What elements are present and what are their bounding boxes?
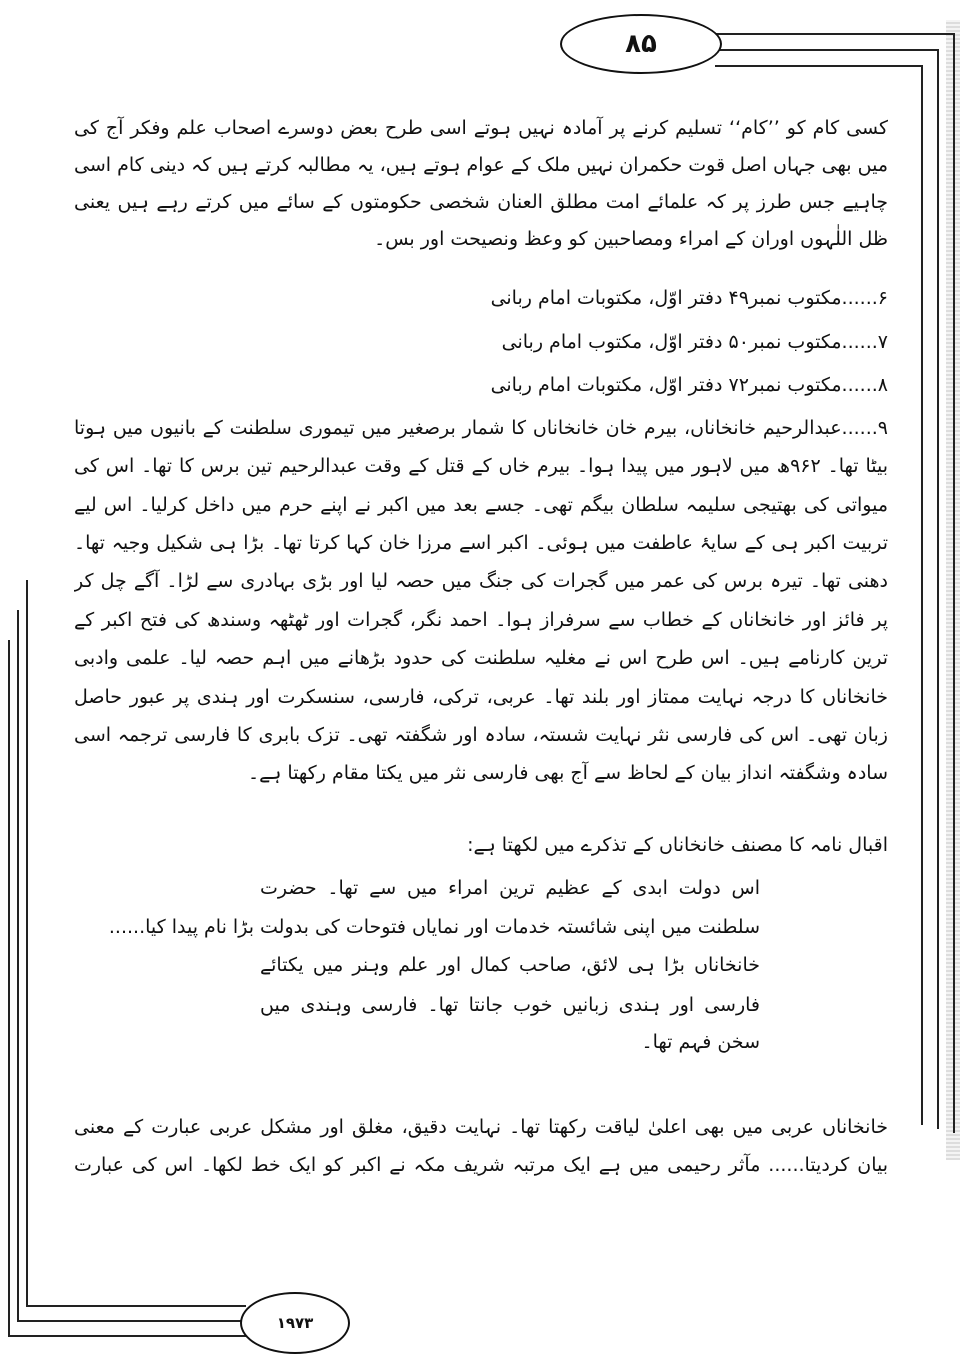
frame-line (8, 640, 10, 1335)
frame-line (953, 33, 955, 1133)
text-line: ۹......عبدالرحیم خانخاناں، بیرم خان خانخاناں کا شمار برصغیر میں تیموری سلطنت کے بانیوں میں ہوتا (74, 417, 888, 439)
footer-oval (240, 1292, 350, 1354)
footnote-8: ۸......مکتوب نمبر۷۲ دفتر اوّل، مکتوبات امام ربانی (490, 374, 888, 396)
text-line: سادہ وشگفتہ انداز بیان کے لحاظ سے آج بھی فارسی نثر میں یکتا مقام رکھتا ہے۔ (247, 762, 888, 784)
frame-line (8, 1335, 248, 1337)
quote-line: فارسی اور ہندی زبانیں خوب جانتا تھا۔ فارسی وہندی میں (260, 994, 760, 1016)
text-line: بیان کردیتا...... مآثر رحیمی میں ہے ایک مرتبہ شریف مکہ نے اکبر کو ایک خط لکھا۔ اس کی عبارت (74, 1154, 888, 1176)
text-line: ظل اللٰہوں اوران کے امراء ومصاحبین کو وعظ ونصیحت اور بس۔ (374, 228, 888, 250)
text-line: پر فائز اور خانخاناں کے خطاب سے سرفراز ہوا۔ احمد نگر، گجرات اور ٹھٹھہ وسندھ کی فتح اکبر کے (74, 609, 888, 631)
text-line: تربیت اکبر ہی کے سایۂ عاطفت میں ہوئی۔ اکبر اسے مرزا خان کہا کرتا تھا۔ بڑا ہی شکیل وجیہ تھا۔ (74, 532, 888, 554)
page-number-oval (560, 14, 722, 74)
quote-line: خانخاناں بڑا ہی لائق، صاحب کمال اور علم وہنر میں یکتائے (260, 954, 760, 976)
footnote-6: ۶......مکتوب نمبر۴۹ دفتر اوّل، مکتوبات امام ربانی (490, 287, 888, 309)
frame-line (921, 65, 923, 1125)
frame-line (26, 1305, 246, 1307)
page-number: ۸۵ (625, 29, 657, 59)
frame-line (17, 610, 19, 1320)
quote-line: سخن فہم تھا۔ (641, 1031, 760, 1053)
quote-line: سلطنت میں اپنی شائستہ خدمات اور نمایاں فتوحات کی بدولت بڑا نام پیدا کیا...... (108, 916, 760, 938)
footer-mark: ۱۹۷۳ (276, 1314, 314, 1332)
text-line: دھنی تھا۔ تیرہ برس کی عمر میں گجرات کی جنگ میں حصہ لیا اور بڑی بہادری سے لڑا۔ آگے چل کر (74, 570, 888, 592)
text-line: خانخاناں کا درجہ نہایت ممتاز اور بلند تھا۔ عربی، ترکی، فارسی، سنسکرت اور ہندی پر عبور حاصل (74, 686, 888, 708)
quote-line: اس دولت ابدی کے عظیم ترین امراء میں سے تھا۔ حضرت (260, 877, 760, 899)
frame-line (715, 33, 954, 35)
frame-line (937, 49, 939, 1129)
text-line: ترین کارنامے ہیں۔ اس طرح اس نے مغلیہ سلطنت کی حدود بڑھانے میں اہم حصہ لیا۔ علمی وادبی (74, 647, 888, 669)
text-line: میں بھی جہاں اصل قوت حکمران نہیں ملک کے عوام ہوتے ہیں، یہ مطالبہ کرتے ہیں کہ دینی کام اسی (74, 154, 888, 176)
text-line: زبان تھی۔ اس کی فارسی نثر نہایت شستہ، سادہ اور شگفتہ تھی۔ تزک بابری کا فارسی ترجمہ اسی (74, 724, 888, 746)
quote-intro: اقبال نامہ کا مصنف خانخاناں کے تذکرے میں لکھتا ہے: (467, 834, 888, 856)
text-line: خانخاناں عربی میں بھی اعلیٰ لیاقت رکھتا تھا۔ نہایت دقیق، مغلق اور مشکل عربی عبارت کے معنی (74, 1116, 888, 1138)
text-line: میواتی کی بھتیجی سلیمہ سلطان بیگم تھی۔ جسے بعد میں اکبر نے اپنے حرم میں داخل کرلیا۔ اس لیے (74, 494, 888, 516)
text-line: کسی کام کو ’’کام‘‘ تسلیم کرنے پر آمادہ نہیں ہوتے اسی طرح بعض دوسرے اصحاب علم وفکر آج کی (74, 117, 888, 139)
frame-line (17, 1320, 247, 1322)
footnote-7: ۷......مکتوب نمبر۵۰ دفتر اوّل، مکتوب امام ربانی (501, 331, 888, 353)
frame-line (26, 580, 28, 1305)
text-line: چاہیے جس طرز پر کہ علمائے امت مطلق العنان شخصی حکومتوں کے سائے میں کرتے رہے ہیں یعنی (74, 191, 888, 213)
frame-line (718, 49, 938, 51)
text-line: بیٹا تھا۔ ۹۶۲ھ میں لاہور میں پیدا ہوا۔ بیرم خاں کے قتل کے وقت عبدالرحیم تین برس کا تھا۔ اس کی (74, 455, 888, 477)
frame-line (715, 65, 922, 67)
